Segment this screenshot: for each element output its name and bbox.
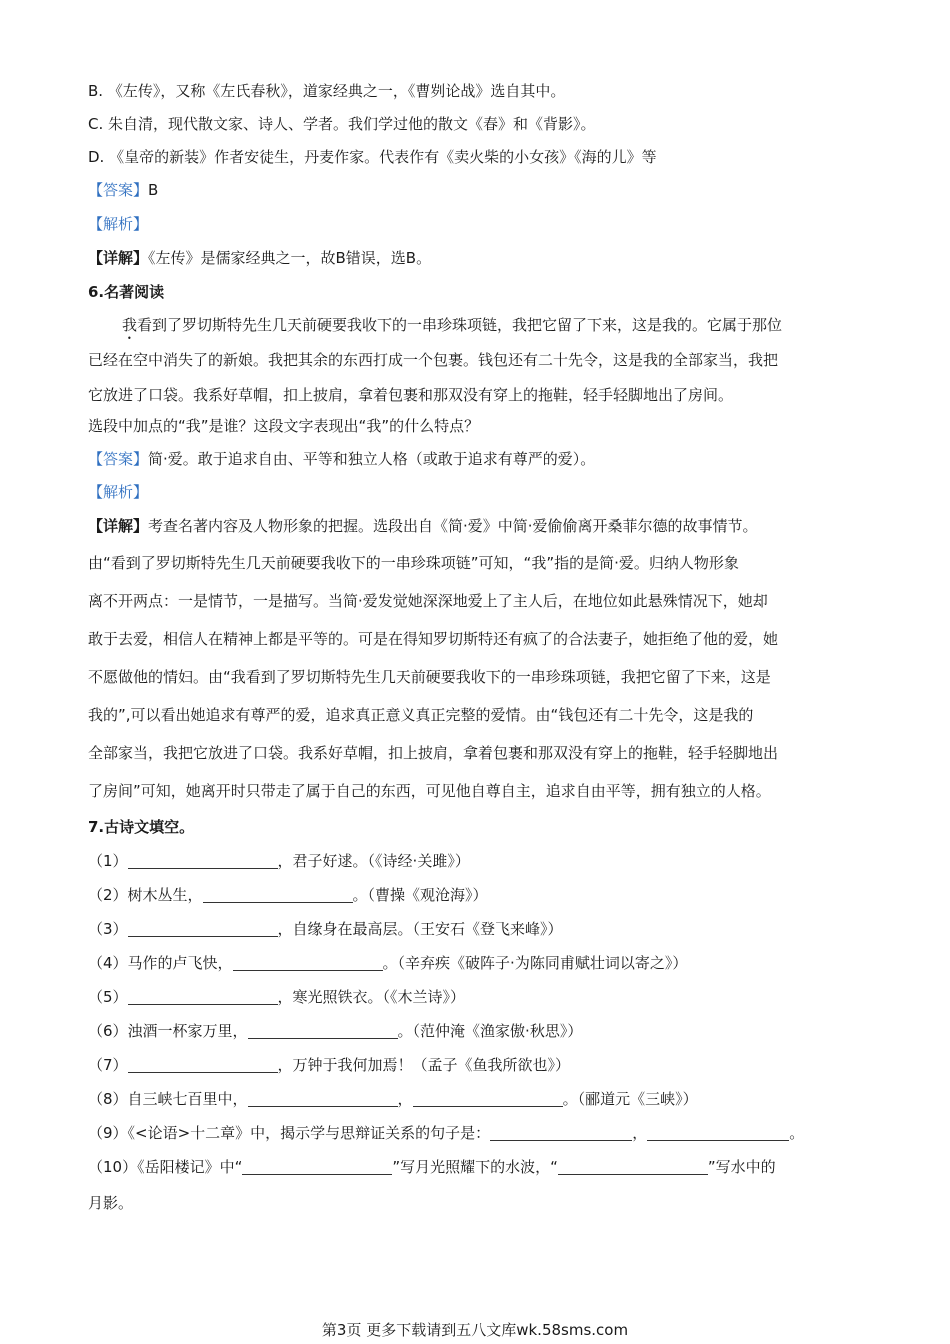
emphasized-char: 我 [122, 316, 138, 334]
q6-passage-line-2: 已经在空中消失了的新娘。我把其余的东西打成一个包裹。钱包还有二十先令，这是我的全部家当，我把 [88, 351, 779, 369]
q7-item-4: （4）马作的卢飞快， 。（辛弃疾《破阵子·为陈同甫赋壮词以寄之》） [88, 954, 688, 972]
q6-detail-line-1: 【详解】考查名著内容及人物形象的把握。选段出自《简·爱》中简·爱偷偷离开桑菲尔德的故事情节。 [88, 517, 758, 535]
answer-tag: 【答案】 [88, 181, 149, 199]
q7-item-10: （10）《岳阳楼记》中“ ”写月光照耀下的水波，“ ”写水中的 [88, 1158, 776, 1176]
q5-analysis-tag: 【解析】 [88, 215, 149, 233]
fill-blank[interactable] [558, 1158, 708, 1175]
q7-item-5: （5） ，寒光照铁衣。（《木兰诗》） [88, 988, 466, 1006]
q6-title: 6.名著阅读 [88, 283, 165, 301]
fill-blank[interactable] [128, 852, 278, 869]
q6-detail-line-2: 由“看到了罗切斯特先生几天前硬要我收下的一串珍珠项链”可知，“我”指的是简·爱。归纳人物形象 [88, 554, 739, 572]
fill-blank[interactable] [242, 1158, 392, 1175]
q5-detail [88, 247, 431, 269]
q5-option-d: D. 《皇帝的新装》作者安徒生，丹麦作家。代表作有《卖火柴的小女孩》《海的儿》等 [88, 148, 657, 166]
fill-blank[interactable] [128, 1056, 278, 1073]
fill-blank[interactable] [647, 1124, 789, 1141]
q6-detail-line-5: 不愿做他的情妇。由“我看到了罗切斯特先生几天前硬要我收下的一串珍珠项链，我把它留了下来，这是 [88, 668, 771, 686]
q5-option-b: B. 《左传》，又称《左氏春秋》，道家经典之一，《曹刿论战》选自其中。 [88, 82, 566, 100]
page-footer: 第3页 更多下载请到五八文库wk.58sms.com [321, 1321, 629, 1339]
fill-blank[interactable] [233, 954, 383, 971]
q7-item-1: （1） ，君子好逑。（《诗经·关雎》） [88, 852, 470, 870]
q7-item-2: （2）树木丛生， 。（曹操《观沧海》） [88, 886, 488, 904]
q5-answer [88, 179, 158, 201]
fill-blank[interactable] [128, 920, 278, 937]
q6-question: 选段中加点的“我”是谁？这段文字表现出“我”的什么特点？ [88, 417, 480, 435]
q6-passage-line-1: 我看到了罗切斯特先生几天前硬要我收下的一串珍珠项链，我把它留了下来，这是我的。它属于那位 [122, 316, 783, 334]
q7-item-6: （6）浊酒一杯家万里， 。（范仲淹《渔家傲·秋思》） [88, 1022, 583, 1040]
answer-tag: 【答案】 [88, 450, 149, 468]
fill-blank[interactable] [203, 886, 353, 903]
answer-value: B [148, 181, 159, 199]
q6-analysis-tag: 【解析】 [88, 483, 149, 501]
q7-item-7: （7） ，万钟于我何加焉！（孟子《鱼我所欲也》） [88, 1056, 571, 1074]
q6-detail-line-6: 我的”,可以看出她追求有尊严的爱，追求真正意义真正完整的爱情。由“钱包还有二十先令，这是我的 [88, 706, 754, 724]
fill-blank[interactable] [128, 988, 278, 1005]
q7-item-8: （8）自三峡七百里中， ， 。（郦道元《三峡》） [88, 1090, 698, 1108]
q6-detail-line-4: 敢于去爱，相信人在精神上都是平等的。可是在得知罗切斯特还有疯了的合法妻子，她拒绝了他的爱，她 [88, 630, 779, 648]
q6-answer [88, 448, 595, 470]
q6-passage-line-3: 它放进了口袋。我系好草帽，扣上披肩，拿着包裹和那双没有穿上的拖鞋，轻手轻脚地出了房间。 [88, 386, 734, 404]
detail-text: 《左传》是儒家经典之一，故B错误，选B。 [148, 249, 432, 267]
detail-tag: 【详解】 [88, 517, 149, 535]
fill-blank[interactable] [248, 1090, 398, 1107]
q6-detail-line-7: 全部家当，我把它放进了口袋。我系好草帽，扣上披肩，拿着包裹和那双没有穿上的拖鞋，轻手轻脚地出 [88, 744, 779, 762]
q7-item-3: （3） ，自缘身在最高层。（王安石《登飞来峰》） [88, 920, 563, 938]
q7-title: 7.古诗文填空。 [88, 818, 195, 836]
detail-tag: 【详解】 [88, 249, 149, 267]
answer-value: 简·爱。敢于追求自由、平等和独立人格（或敢于追求有尊严的爱）。 [148, 450, 596, 468]
fill-blank[interactable] [248, 1022, 398, 1039]
q7-item-9: （9）《<论语>十二章》中，揭示学与思辩证关系的句子是： ， 。 [88, 1124, 805, 1142]
fill-blank[interactable] [490, 1124, 632, 1141]
q6-detail-line-3: 离不开两点：一是情节，一是描写。当简·爱发觉她深深地爱上了主人后，在地位如此悬殊情况下，她却 [88, 592, 768, 610]
q5-option-c: C. 朱自清，现代散文家、诗人、学者。我们学过他的散文《春》和《背影》。 [88, 115, 596, 133]
q6-detail-line-8: 了房间”可知，她离开时只带走了属于自己的东西，可见他自尊自主，追求自由平等，拥有独立的人格。 [88, 782, 771, 800]
fill-blank[interactable] [413, 1090, 563, 1107]
q7-item-10-cont: 月影。 [88, 1194, 134, 1212]
